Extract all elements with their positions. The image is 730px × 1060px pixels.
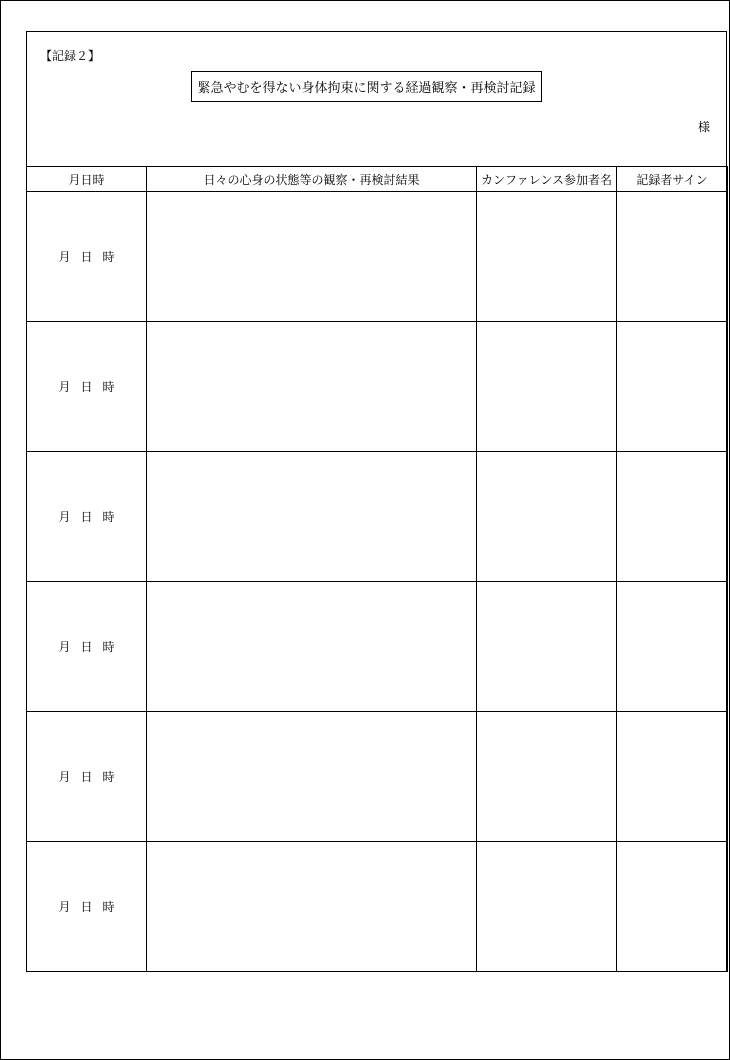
signature-cell[interactable] [617, 192, 728, 322]
month-label: 月 [58, 640, 71, 654]
resident-name-honorific: 様 [697, 120, 710, 134]
day-label: 日 [80, 510, 93, 524]
observation-cell[interactable] [147, 582, 477, 712]
month-label: 月 [58, 250, 71, 264]
table-row [27, 582, 728, 712]
observation-cell[interactable] [147, 842, 477, 972]
table-row [27, 712, 728, 842]
observation-log-table [26, 166, 728, 972]
participants-cell[interactable] [477, 322, 617, 452]
day-label: 日 [80, 380, 93, 394]
observation-cell[interactable] [147, 452, 477, 582]
time-label: 時 [102, 640, 115, 654]
participants-cell[interactable] [477, 842, 617, 972]
day-label: 日 [80, 770, 93, 784]
day-label: 日 [80, 250, 93, 264]
date-time-cell[interactable] [27, 452, 147, 582]
date-time-cell[interactable] [27, 842, 147, 972]
record-form [26, 31, 727, 972]
month-label: 月 [58, 770, 71, 784]
table-row [27, 452, 728, 582]
signature-cell[interactable] [617, 452, 728, 582]
header-participants: カンファレンス参加者名 [477, 167, 617, 192]
participants-cell[interactable] [477, 452, 617, 582]
observation-cell[interactable] [147, 192, 477, 322]
signature-cell[interactable] [617, 582, 728, 712]
date-time-cell[interactable] [27, 712, 147, 842]
day-label: 日 [80, 900, 93, 914]
day-label: 日 [80, 640, 93, 654]
date-time-cell[interactable] [27, 582, 147, 712]
signature-cell[interactable] [617, 842, 728, 972]
signature-cell[interactable] [617, 712, 728, 842]
table-row [27, 192, 728, 322]
signature-cell[interactable] [617, 322, 728, 452]
header-datetime: 月日時 [27, 167, 147, 192]
time-label: 時 [102, 510, 115, 524]
table-row [27, 842, 728, 972]
date-time-cell[interactable] [27, 322, 147, 452]
date-time-cell[interactable] [27, 192, 147, 322]
participants-cell[interactable] [477, 712, 617, 842]
observation-cell[interactable] [147, 322, 477, 452]
time-label: 時 [102, 900, 115, 914]
participants-cell[interactable] [477, 192, 617, 322]
observation-cell[interactable] [147, 712, 477, 842]
month-label: 月 [58, 380, 71, 394]
header-observation: 日々の心身の状態等の観察・再検討結果 [147, 167, 477, 192]
table-body [27, 192, 728, 972]
table-row [27, 322, 728, 452]
time-label: 時 [102, 380, 115, 394]
month-label: 月 [58, 510, 71, 524]
participants-cell[interactable] [477, 582, 617, 712]
header-signature: 記録者サイン [617, 167, 728, 192]
record-label: 【記録２】 [40, 49, 101, 63]
month-label: 月 [58, 900, 71, 914]
document-title: 緊急やむを得ない身体拘束に関する経過観察・再検討記録 [191, 71, 542, 102]
time-label: 時 [102, 770, 115, 784]
table-header-row [27, 167, 728, 192]
time-label: 時 [102, 250, 115, 264]
